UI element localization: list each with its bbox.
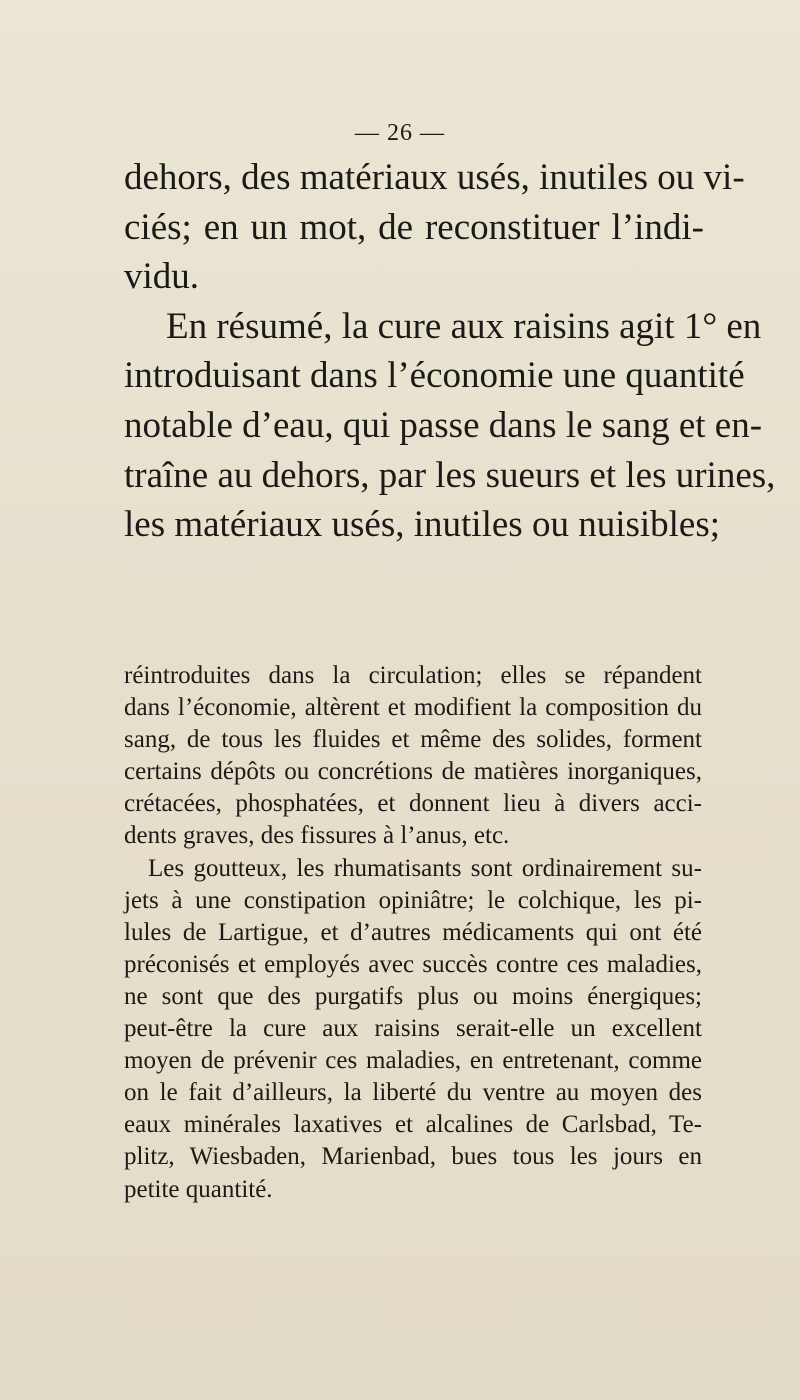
text-line: réintroduites dans la circulation; elles se répandent	[124, 662, 702, 689]
main-text-block	[124, 153, 776, 550]
text-line: eaux minérales laxatives et alcalines de Carlsbad, Te-	[124, 1111, 702, 1139]
text-line: moyen de prévenir ces maladies, en entretenant, comme	[124, 1047, 702, 1075]
text-line: dehors, des matériaux usés, inutiles ou vi-	[124, 157, 745, 198]
text-line: sang, de tous les fluides et même des solides, forment	[124, 726, 702, 754]
text-line: traîne au dehors, par les sueurs et les urines,	[124, 454, 776, 496]
text-line: vidu.	[124, 256, 200, 298]
page-number: — 26 —	[355, 120, 445, 146]
text-line: les matériaux usés, inutiles ou nuisibles;	[124, 504, 721, 546]
text-line: jets à une constipation opiniâtre; le colchique, les pi-	[124, 886, 702, 914]
text-line: En résumé, la cure aux raisins agit 1° en	[166, 305, 762, 347]
text-line: préconisés et employés avec succès contre ces maladies,	[124, 950, 702, 978]
text-line: on le fait d’ailleurs, la liberté du ventre au moyen des	[124, 1079, 702, 1107]
text-line: dents graves, des fissures à l’anus, etc.	[124, 822, 510, 850]
text-line: introduisant dans l’économie une quantité	[124, 355, 745, 397]
text-line: petite quantité.	[124, 1175, 273, 1203]
text-line: notable d’eau, qui passe dans le sang et en-	[124, 404, 763, 446]
text-line: peut-être la cure aux raisins serait-elle un excellent	[124, 1015, 702, 1043]
text-line: ciés; en un mot, de reconstituer l’indi-	[124, 206, 704, 248]
text-line: certains dépôts ou concrétions de matières inorganiques,	[124, 758, 702, 786]
text-line: lules de Lartigue, et d’autres médicaments qui ont été	[124, 918, 702, 946]
footnote-text-block	[124, 660, 702, 1206]
text-line: Les goutteux, les rhumatisants sont ordinairement su-	[148, 854, 702, 882]
text-line: ne sont que des purgatifs plus ou moins énergiques;	[124, 982, 702, 1010]
text-line: dans l’économie, altèrent et modifient la composition du	[124, 694, 702, 722]
text-line: plitz, Wiesbaden, Marienbad, bues tous les jours en	[124, 1143, 702, 1171]
text-line: crétacées, phosphatées, et donnent lieu à divers acci-	[124, 790, 702, 818]
